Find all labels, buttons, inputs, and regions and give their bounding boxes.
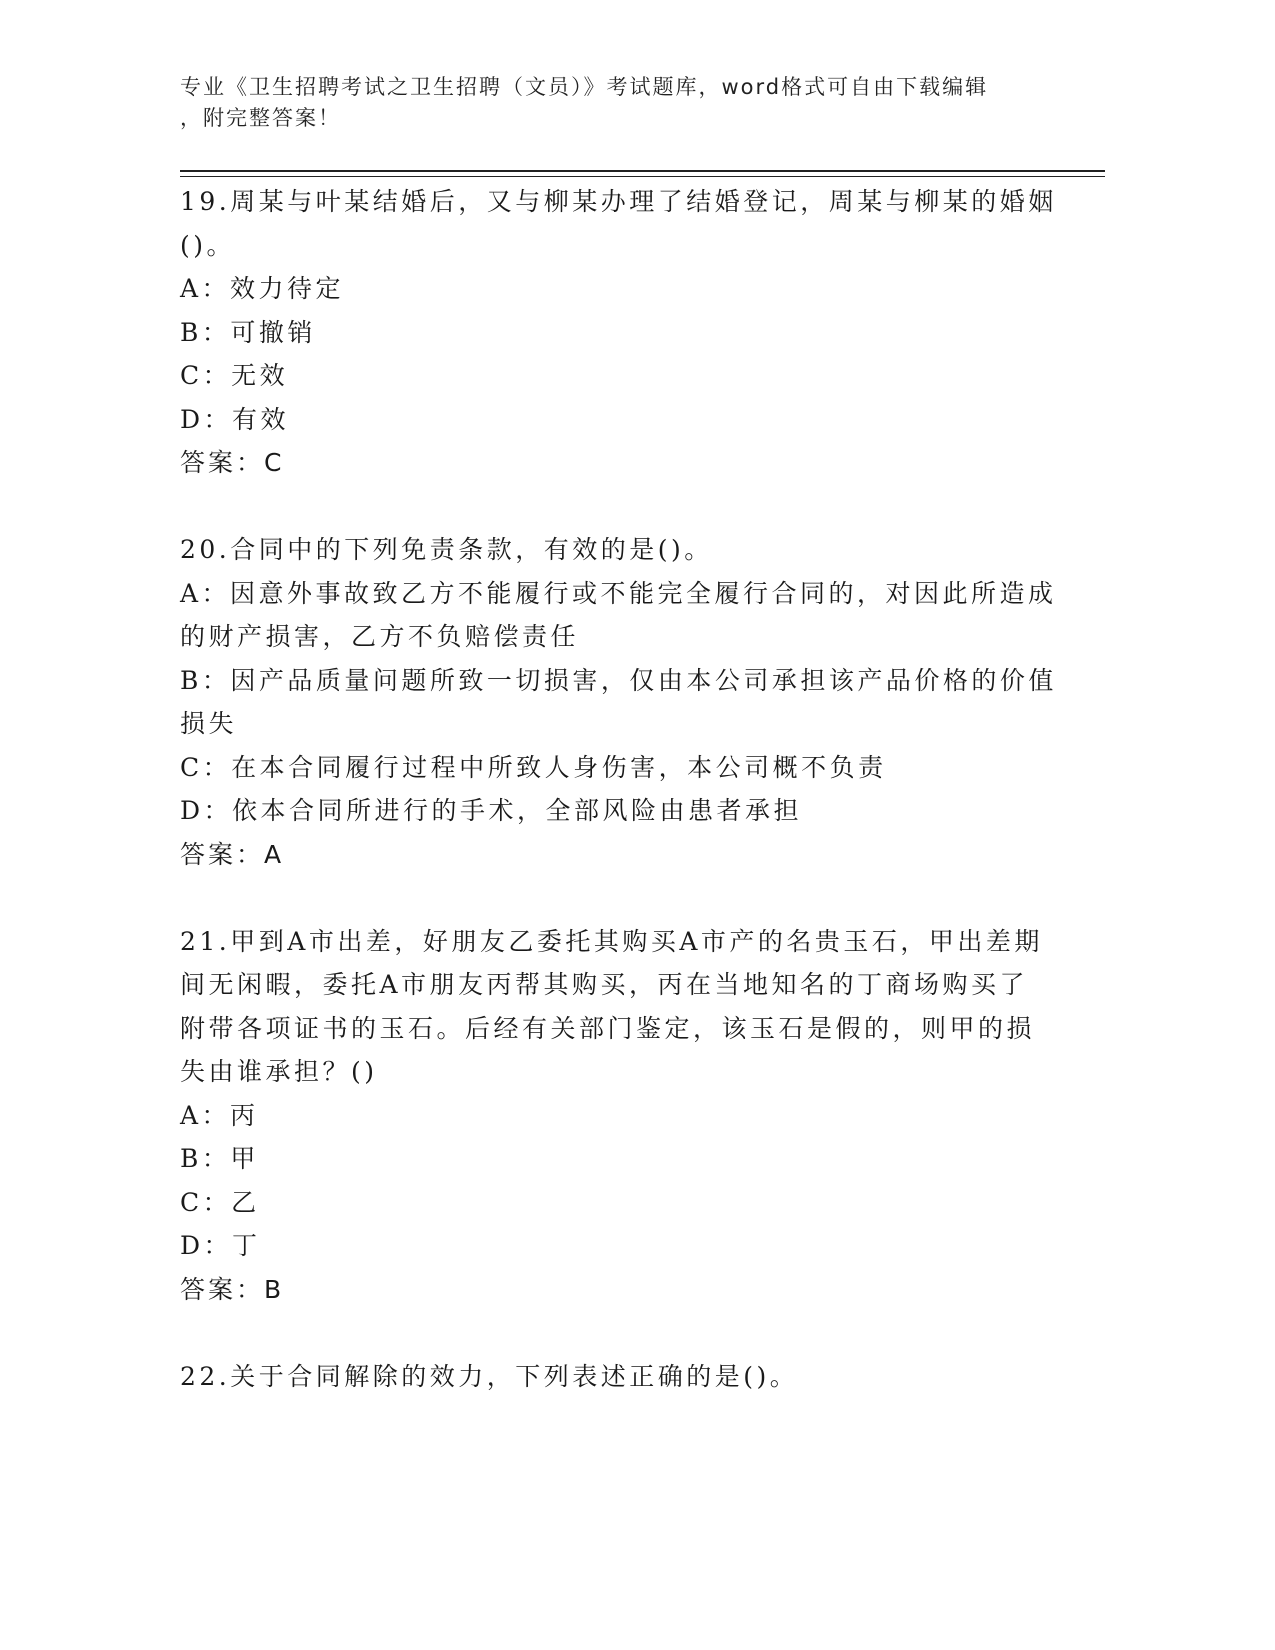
- header-line: 专业《卫生招聘考试之卫生招聘（文员）》考试题库，word格式可自由下载编辑: [180, 75, 989, 99]
- option-a: A：因意外事故致乙方不能履行或不能完全履行合同的，对因此所造成: [180, 578, 1057, 608]
- option-b-continued: 损失: [180, 709, 238, 738]
- option-b: B：因产品质量问题所致一切损害，仅由本公司承担该产品价格的价值: [180, 665, 1057, 695]
- header-divider: [180, 170, 1105, 172]
- answer-line: 答案：B: [180, 1274, 285, 1304]
- question-block: [180, 1355, 1040, 1399]
- option-a-continued: 的财产损害，乙方不负赔偿责任: [180, 622, 580, 651]
- option-a: A：效力待定: [180, 274, 345, 303]
- answer-line: 答案：C: [180, 448, 285, 477]
- option-d: D：有效: [180, 404, 290, 434]
- question-block: [180, 180, 1057, 485]
- option-b: B：可撤销: [180, 317, 316, 347]
- option-c: C：乙: [180, 1187, 260, 1217]
- question-block: [180, 920, 1043, 1312]
- question-list: [180, 180, 1057, 1398]
- question-text: ()。: [180, 230, 236, 260]
- question-text: 附带各项证书的玉石。后经有关部门鉴定，该玉石是假的，则甲的损: [180, 1013, 1036, 1043]
- option-a: A：丙: [180, 1100, 259, 1130]
- option-b: B：甲: [180, 1144, 259, 1173]
- question-text: 间无闲暇，委托A市朋友丙帮其购买，丙在当地知名的丁商场购买了: [180, 970, 1029, 999]
- option-d: D：依本合同所进行的手术，全部风险由患者承担: [180, 796, 803, 825]
- answer-line: 答案：A: [180, 839, 285, 869]
- option-c: C：在本合同履行过程中所致人身伤害，本公司概不负责: [180, 752, 887, 782]
- question-text: 19.周某与叶某结婚后，又与柳某办理了结婚登记，周某与柳某的婚姻: [180, 187, 1057, 216]
- question-text: 失由谁承担？(): [180, 1057, 378, 1086]
- header-line: ，附完整答案！: [180, 106, 341, 130]
- question-text: 21.甲到A市出差，好朋友乙委托其购买A市产的名贵玉石，甲出差期: [180, 926, 1043, 956]
- header-divider-thin: [180, 176, 1105, 177]
- question-block: [180, 528, 1057, 876]
- option-d: D：丁: [180, 1231, 261, 1260]
- question-text: 22.关于合同解除的效力，下列表述正确的是()。: [180, 1361, 799, 1391]
- question-text: 20.合同中的下列免责条款，有效的是()。: [180, 535, 713, 564]
- document-header: [180, 72, 1040, 134]
- option-c: C：无效: [180, 361, 289, 390]
